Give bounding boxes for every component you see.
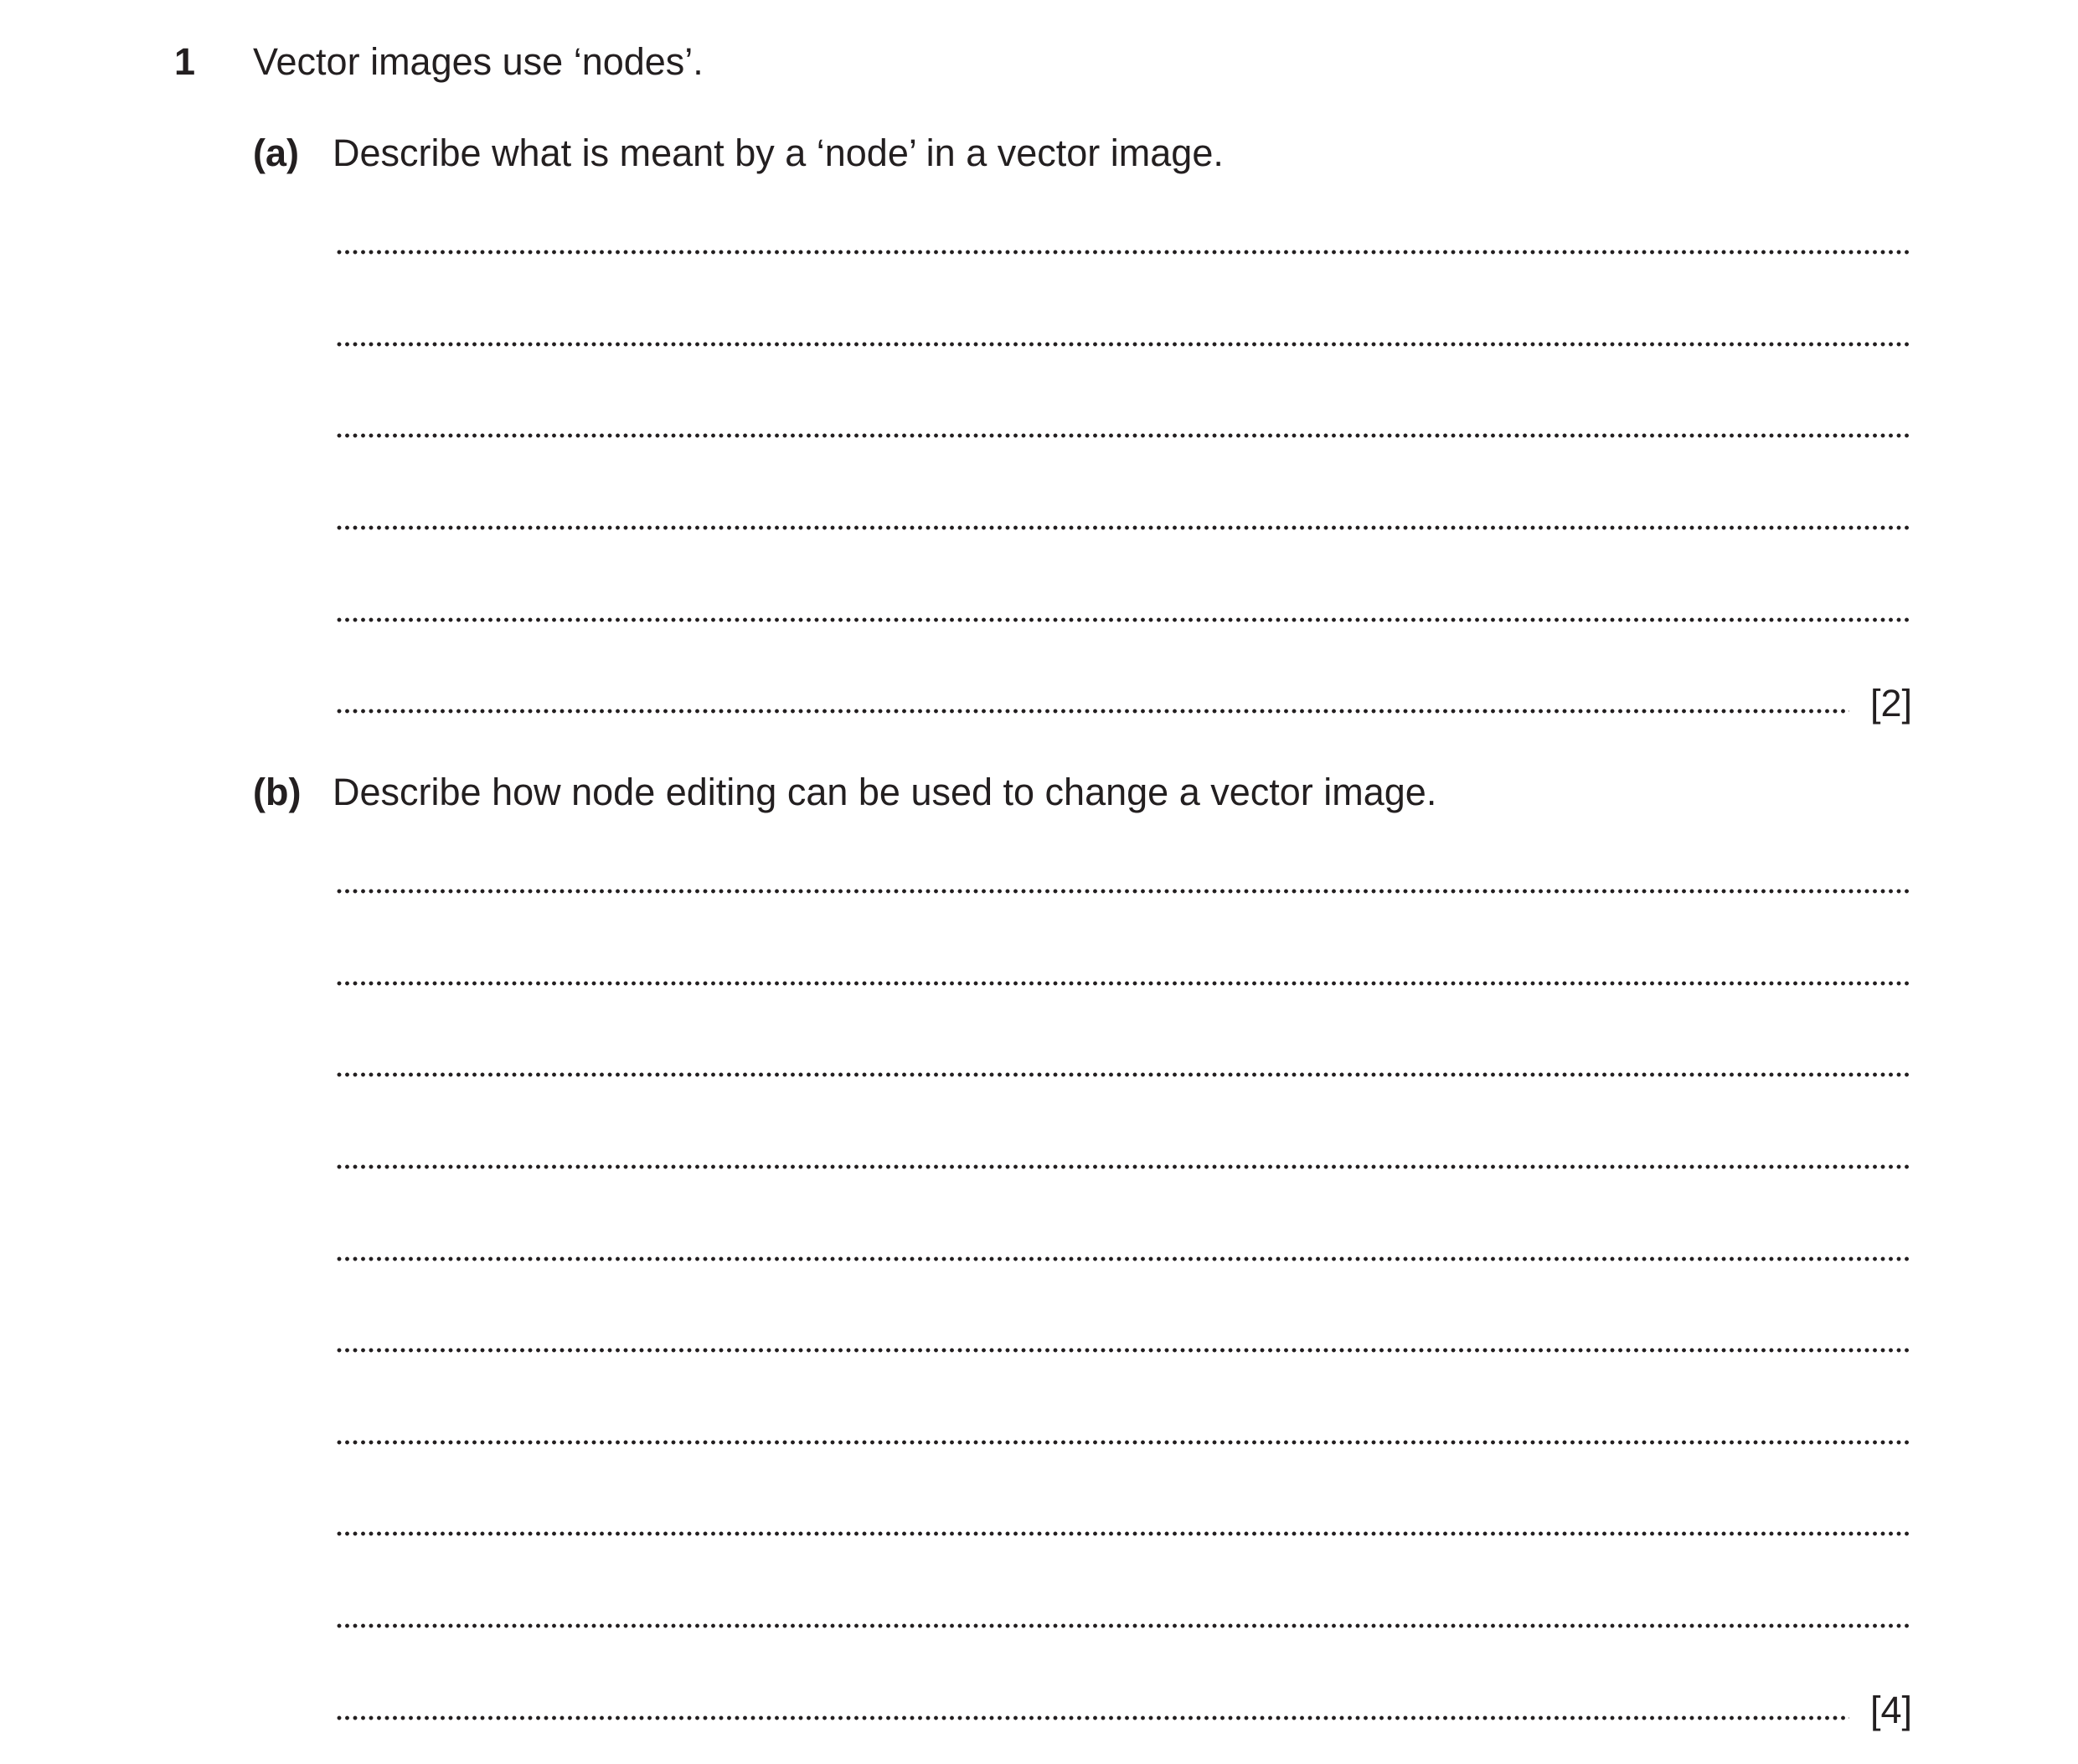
answer-line[interactable] <box>337 1164 1911 1169</box>
answer-line[interactable] <box>337 617 1911 622</box>
answer-line[interactable] <box>337 889 1911 894</box>
part-b-marks: [4] <box>1870 1689 1913 1731</box>
part-b-prompt: Describe how node editing can be used to change a vector image. <box>333 771 1437 813</box>
answer-line[interactable] <box>337 1072 1911 1077</box>
answer-line[interactable] <box>337 1715 1849 1720</box>
question-stem: Vector images use ‘nodes’. <box>253 40 704 83</box>
answer-line[interactable] <box>337 250 1911 255</box>
answer-line[interactable] <box>337 709 1849 714</box>
part-a-prompt: Describe what is meant by a ‘node’ in a vector image. <box>333 132 1224 174</box>
part-a-label: (a) <box>253 132 299 174</box>
answer-line[interactable] <box>337 981 1911 986</box>
part-b-label: (b) <box>253 771 302 813</box>
answer-line[interactable] <box>337 1256 1911 1261</box>
answer-line[interactable] <box>337 525 1911 530</box>
answer-line[interactable] <box>337 342 1911 347</box>
answer-line[interactable] <box>337 1531 1911 1536</box>
part-a-marks: [2] <box>1870 682 1913 725</box>
answer-line[interactable] <box>337 1440 1911 1445</box>
answer-line[interactable] <box>337 433 1911 438</box>
answer-line[interactable] <box>337 1348 1911 1353</box>
question-number: 1 <box>174 40 196 83</box>
answer-line[interactable] <box>337 1623 1911 1628</box>
